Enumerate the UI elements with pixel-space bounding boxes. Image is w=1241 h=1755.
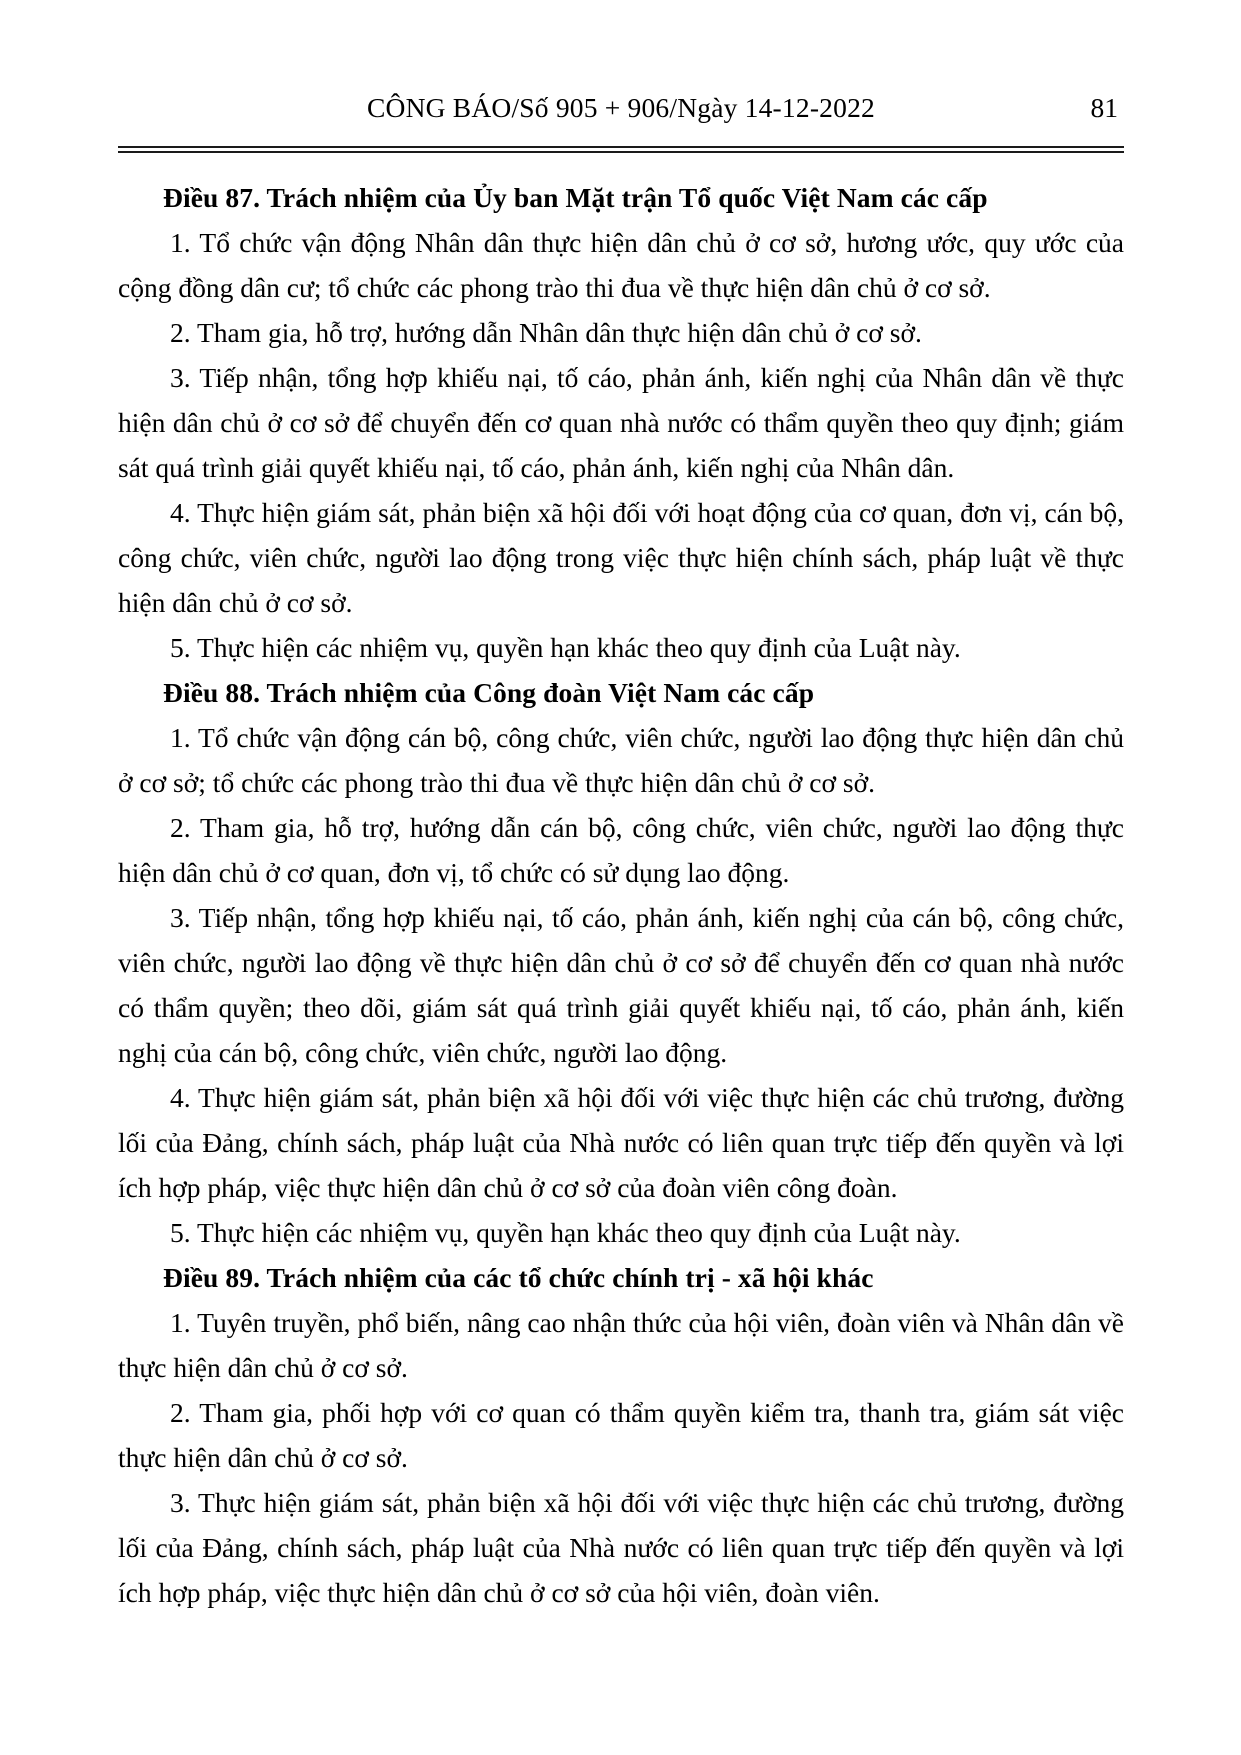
article-89-clause-1: 1. Tuyên truyền, phổ biến, nâng cao nhận thức của hội viên, đoàn viên và Nhân dân về thực hiện dân chủ ở cơ sở. bbox=[118, 1307, 1124, 1383]
page-content bbox=[118, 92, 1124, 1615]
article-87-clause-5: 5. Thực hiện các nhiệm vụ, quyền hạn khác theo quy định của Luật này. bbox=[170, 632, 961, 663]
article-88-heading: Điều 88. Trách nhiệm của Công đoàn Việt Nam các cấp bbox=[163, 677, 815, 708]
running-header bbox=[118, 92, 1124, 136]
article-88-clause-3: 3. Tiếp nhận, tổng hợp khiếu nại, tố cáo, phản ánh, kiến nghị của cán bộ, công chức, viên chức, người lao động về thực hiện dân chủ ở cơ sở để chuyển đến cơ quan nhà nước có thẩm quyền; theo dõi, giám sát quá trình giải quyết khiếu nại, tố cáo, phản ánh, kiến nghị của cán bộ, công chức, viên chức, người lao động. bbox=[118, 902, 1124, 1068]
article-88-clause-5: 5. Thực hiện các nhiệm vụ, quyền hạn khác theo quy định của Luật này. bbox=[170, 1217, 961, 1248]
article-87 bbox=[118, 175, 1124, 670]
page-number: 81 bbox=[1090, 92, 1118, 123]
article-87-clause-4: 4. Thực hiện giám sát, phản biện xã hội đối với hoạt động của cơ quan, đơn vị, cán bộ, công chức, viên chức, người lao động trong việc thực hiện chính sách, pháp luật về thực hiện dân chủ ở cơ sở. bbox=[118, 497, 1124, 618]
article-89-clause-3: 3. Thực hiện giám sát, phản biện xã hội đối với việc thực hiện các chủ trương, đường lối của Đảng, chính sách, pháp luật của Nhà nước có liên quan trực tiếp đến quyền và lợi ích hợp pháp, việc thực hiện dân chủ ở cơ sở của hội viên, đoàn viên. bbox=[118, 1487, 1124, 1608]
article-88-clause-2: 2. Tham gia, hỗ trợ, hướng dẫn cán bộ, công chức, viên chức, người lao động thực hiện dân chủ ở cơ quan, đơn vị, tổ chức có sử dụng lao động. bbox=[118, 812, 1124, 888]
header-divider bbox=[118, 146, 1124, 153]
article-88-clause-4: 4. Thực hiện giám sát, phản biện xã hội đối với việc thực hiện các chủ trương, đường lối của Đảng, chính sách, pháp luật của Nhà nước có liên quan trực tiếp đến quyền và lợi ích hợp pháp, việc thực hiện dân chủ ở cơ sở của đoàn viên công đoàn. bbox=[118, 1082, 1124, 1203]
running-header-title: CÔNG BÁO/Số 905 + 906/Ngày 14-12-2022 bbox=[367, 92, 875, 123]
article-87-clause-1: 1. Tổ chức vận động Nhân dân thực hiện dân chủ ở cơ sở, hương ước, quy ước của cộng đồng dân cư; tổ chức các phong trào thi đua về thực hiện dân chủ ở cơ sở. bbox=[118, 227, 1124, 303]
article-89-clause-2: 2. Tham gia, phối hợp với cơ quan có thẩm quyền kiểm tra, thanh tra, giám sát việc thực hiện dân chủ ở cơ sở. bbox=[118, 1397, 1124, 1473]
document-body bbox=[118, 175, 1124, 1615]
article-89-heading: Điều 89. Trách nhiệm của các tổ chức chính trị - xã hội khác bbox=[163, 1262, 874, 1293]
article-87-clause-2: 2. Tham gia, hỗ trợ, hướng dẫn Nhân dân thực hiện dân chủ ở cơ sở. bbox=[170, 317, 922, 348]
article-88-clause-1: 1. Tổ chức vận động cán bộ, công chức, viên chức, người lao động thực hiện dân chủ ở cơ sở; tổ chức các phong trào thi đua về thực hiện dân chủ ở cơ sở. bbox=[118, 722, 1124, 798]
article-89 bbox=[118, 1255, 1124, 1615]
article-87-heading: Điều 87. Trách nhiệm của Ủy ban Mặt trận Tổ quốc Việt Nam các cấp bbox=[163, 182, 988, 213]
article-88 bbox=[118, 670, 1124, 1255]
article-87-clause-3: 3. Tiếp nhận, tổng hợp khiếu nại, tố cáo, phản ánh, kiến nghị của Nhân dân về thực hiện dân chủ ở cơ sở để chuyển đến cơ quan nhà nước có thẩm quyền theo quy định; giám sát quá trình giải quyết khiếu nại, tố cáo, phản ánh, kiến nghị của Nhân dân. bbox=[118, 362, 1124, 483]
